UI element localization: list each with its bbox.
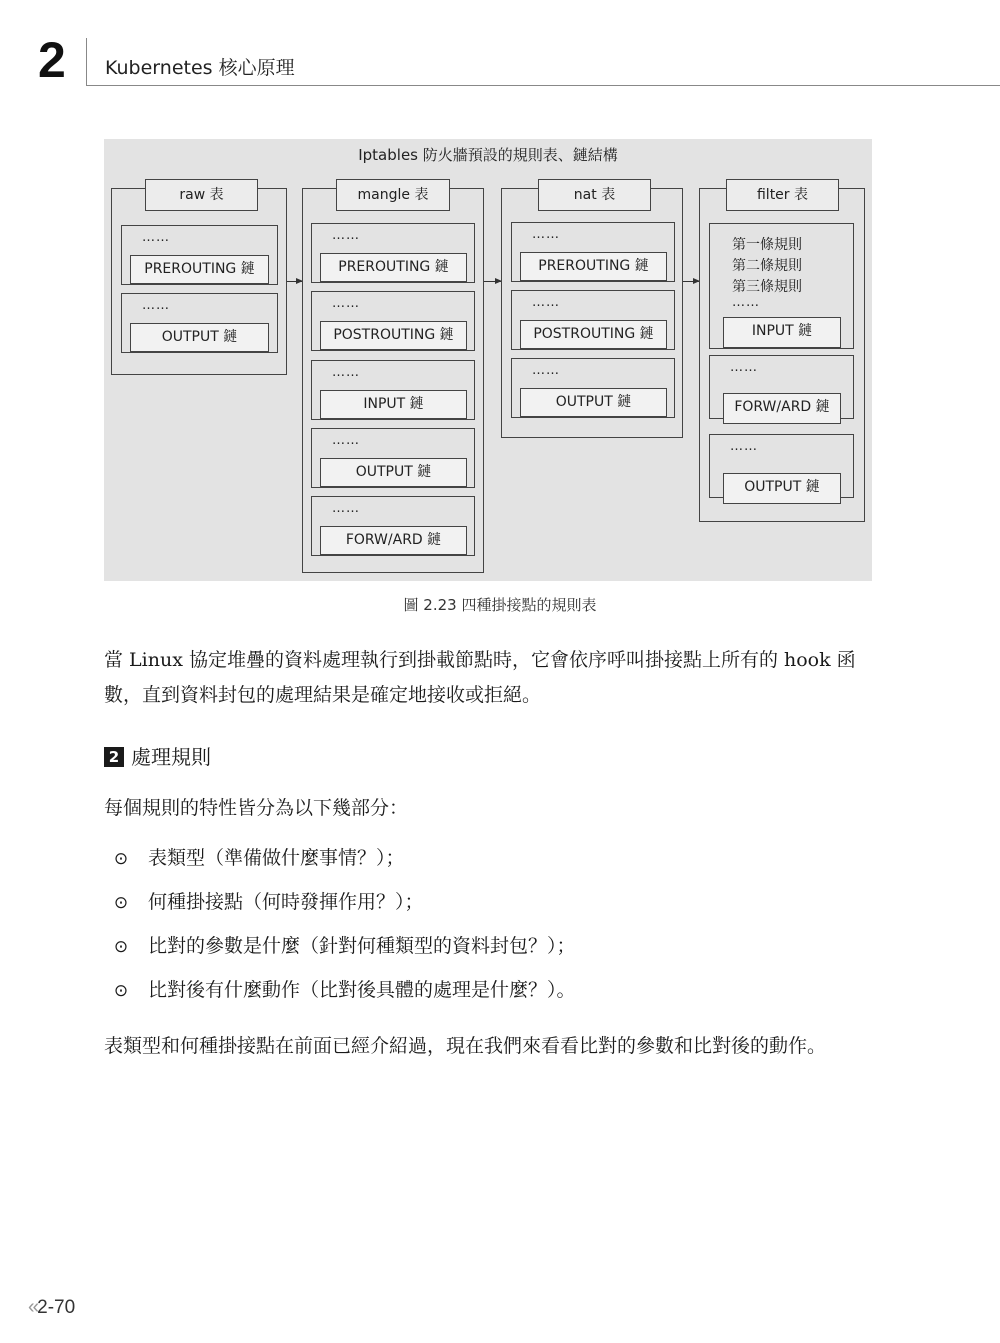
list-item-text: 比對後有什麼動作（比對後具體的處理是什麼？）。 [148,979,576,1001]
arrow-mangle-to-nat [484,281,501,282]
filter-forward-label: FORW/ARD 鏈 [723,393,841,424]
mangle-table-label: mangle 表 [336,179,450,211]
filter-input-label: INPUT 鏈 [723,317,841,348]
chain-rules-ellipsis: …… [332,228,360,243]
chain-rules-ellipsis: …… [142,230,170,245]
paragraph-1: 當 Linux 協定堆疊的資料處理執行到掛載節點時，它會依序呼叫掛接點上所有的 hook 函數，直到資料封包的處理結果是確定地接收或拒絕。 [104,649,856,706]
page-number: 2-70 [37,1297,76,1318]
list-item [112,843,405,874]
chain-rules-ellipsis: …… [332,296,360,311]
filter-rule-3: 第三條規則 [732,279,802,295]
figure-caption: 圖 2.23 四種掛接點的規則表 [403,596,597,614]
list-item-text: 何種掛接點（何時發揮作用？）； [148,891,424,913]
header-divider-horizontal [86,85,1000,86]
list-item-text: 比對的參數是什麼（針對何種類型的資料封包？）； [148,935,576,957]
paragraph-3: 表類型和何種掛接點在前面已經介紹過，現在我們來看看比對的參數和比對後的動作。 [104,1035,827,1057]
chain-rules-ellipsis: …… [332,365,360,380]
chain-rules-ellipsis: …… [532,295,560,310]
raw-output-label: OUTPUT 鏈 [130,323,269,352]
section-number-badge: 2 [104,747,124,767]
nat-output-label: OUTPUT 鏈 [520,388,667,417]
arrow-nat-to-filter [683,281,699,282]
chain-rules-ellipsis: …… [730,360,758,375]
iptables-diagram [104,139,872,581]
circle-dot-bullet-icon: ⊙ [113,893,129,913]
mangle-input-label: INPUT 鏈 [320,390,467,419]
nat-table-label: nat 表 [538,179,651,211]
chain-rules-ellipsis: …… [532,227,560,242]
list-item [112,975,576,1006]
filter-output-label: OUTPUT 鏈 [723,473,841,504]
filter-rule-1: 第一條規則 [732,237,802,253]
double-chevron-left-icon: « [28,1296,36,1318]
circle-dot-bullet-icon: ⊙ [113,849,129,869]
circle-dot-bullet-icon: ⊙ [113,981,129,1001]
nat-postrouting-label: POSTROUTING 鏈 [520,320,667,349]
mangle-postrouting-label: POSTROUTING 鏈 [320,321,467,350]
section-title: 處理規則 [131,745,211,769]
list-item-text: 表類型（準備做什麼事情？）； [148,847,405,869]
arrow-raw-to-mangle [287,281,302,282]
circle-dot-bullet-icon: ⊙ [113,937,129,957]
header-divider-vertical [86,38,87,86]
filter-table-label: filter 表 [726,179,839,211]
chapter-title: Kubernetes 核心原理 [105,57,295,79]
filter-rule-2: 第二條規則 [732,258,802,274]
mangle-output-label: OUTPUT 鏈 [320,458,467,487]
chain-rules-ellipsis: …… [730,439,758,454]
diagram-title: Iptables 防火牆預設的規則表、鏈結構 [358,146,618,164]
mangle-forward-label: FORW/ARD 鏈 [320,526,467,555]
nat-prerouting-label: PREROUTING 鏈 [520,252,667,281]
chapter-number: 2 [38,32,66,88]
raw-prerouting-label: PREROUTING 鏈 [130,255,269,284]
chain-rules-ellipsis: …… [142,298,170,313]
paragraph-2: 每個規則的特性皆分為以下幾部分： [104,797,409,819]
section-heading [104,742,211,772]
list-item [112,931,576,962]
chain-rules-ellipsis: …… [332,433,360,448]
chain-rules-ellipsis: …… [332,501,360,516]
raw-table-label: raw 表 [145,179,258,211]
list-item [112,887,424,918]
mangle-prerouting-label: PREROUTING 鏈 [320,253,467,282]
chain-rules-ellipsis: …… [532,363,560,378]
page-footer [28,1294,75,1321]
chain-rules-ellipsis: …… [732,295,760,310]
